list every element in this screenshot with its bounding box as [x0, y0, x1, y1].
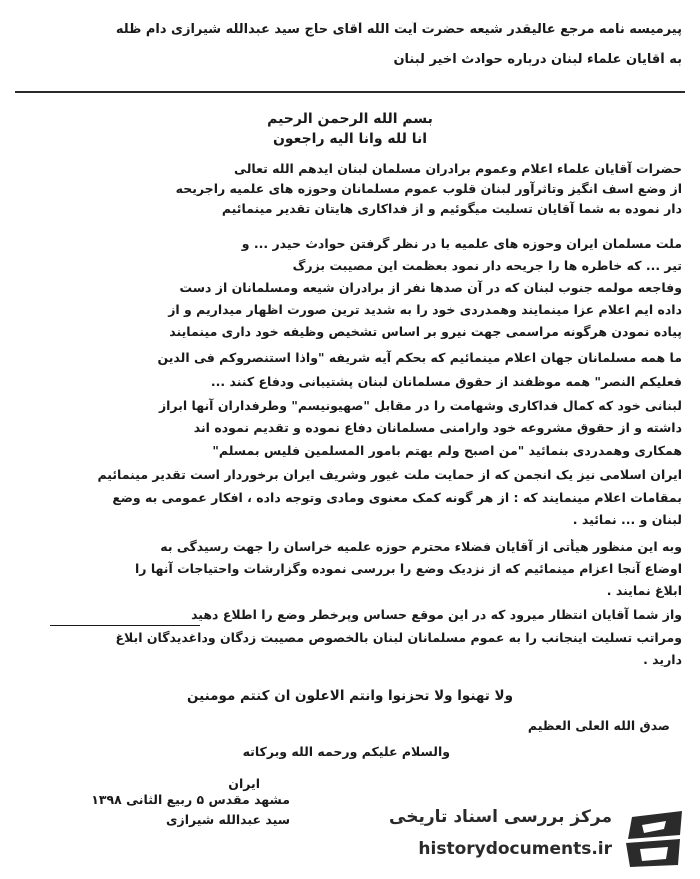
body-line: ابلاغ نمایند . [606, 583, 682, 598]
watermark-url: historydocuments.ir [418, 839, 612, 859]
body-line: بمقامات اعلام مینمایند که : از هر گونه کمک معنوی ومادی وتوجه داده ، افکار عمومی به وضع [112, 490, 682, 505]
body-line: دار نموده به شما آقایان تسلیت میگوئیم و از فداکاری هایتان تقدیر مینمائیم [221, 201, 682, 216]
body-line: فعلیکم النصر" همه موظفند از حقوق مسلمانان لبنان پشتیبانی ودفاع کنند ... [210, 374, 682, 389]
opening-verse: انا لله وانا الیه راجعون [272, 131, 428, 147]
body-line: واز شما آقایان انتظار میرود که در این موقع حساس وپرخطر وضع را اطلاع دهید [191, 607, 682, 622]
body-line: وبه این منظور هیأتی از آقایان فضلاء محترم حوزه علمیه خراسان را جهت رسیدگی به [160, 539, 682, 554]
body-line: لبنان و ... نمائید . [572, 512, 682, 527]
body-line: داده ایم اعلام عزا مینمایند وهمدردی خود را به شدید ترین صورت اظهار میداریم و از [168, 302, 682, 317]
closing-verse: ولا تهنوا ولا تحزنوا وانتم الاعلون ان کنتم مومنین [187, 688, 513, 704]
body-line: اوضاع آنجا اعزام مینمائیم که از نزدیک وضع را بررسی نموده وگزارشات واحتیاجات آنها را [135, 561, 682, 576]
watermark-title: مرکز بررسی اسناد تاریخی [389, 807, 612, 827]
archive-watermark [389, 803, 692, 871]
header-divider [15, 91, 685, 93]
body-line: ملت مسلمان ایران وحوزه های علمیه با در نظر گرفتن حوادث حیدر ... و [241, 236, 682, 251]
sadaqa-line: صدق الله العلی العظیم [527, 718, 670, 733]
body-line: از وضع اسف انگیز وتاثرآور لبنان قلوب عموم مسلمانان وحوزه های علمیه راجریحه [175, 181, 682, 196]
signature-name: سید عبدالله شیرازی [166, 812, 290, 827]
body-line: وفاجعه مولمه جنوب لبنان که در آن صدها نفر از برادران شیعه ومسلمانان از دست [179, 280, 682, 295]
body-line: تیر ... که خاطره ها را جریحه دار نمود بعظمت این مصیبت بزرگ [292, 258, 682, 273]
basmala: بسم الله الرحمن الرحیم [267, 111, 433, 127]
body-line: ایران اسلامی نیز یک انجمن که از حمایت ملت غیور وشریف ایران برخوردار است تقدیر مینمائیم [97, 467, 682, 482]
salam-line: والسلام علیکم ورحمه الله وبرکاته [242, 744, 450, 759]
archive-logo-icon [622, 805, 688, 869]
header-line-2: به آقایان علماء لبنان درباره حوادث اخیر لبنان [393, 52, 682, 67]
body-line: همکاری وهمدردی بنمائید "من اصبح ولم یهتم بامور المسلمین فلیس بمسلم" [212, 443, 682, 458]
body-line: دارید . [643, 652, 682, 667]
body-line: حضرات آقایان علماء اعلام وعموم برادران مسلمان لبنان ایدهم الله تعالی [234, 161, 682, 176]
signature-city: ایران [228, 776, 260, 791]
body-line: ومراتب تسلیت اینجانب را به عموم مسلمانان لبنان بالخصوص مصیبت زدگان وداغدیدگان ابلاغ [115, 630, 682, 645]
body-line: ما همه مسلمانان جهان اعلام مینمائیم که بحکم آیه شریفه "واذا استنصروکم فی الدین [157, 350, 682, 365]
body-line: لبنانی خود که کمال فداکاری وشهامت را در مقابل "صهیونیسم" وطرفداران آنها ابراز [158, 398, 682, 413]
handwritten-underline [50, 625, 200, 626]
body-line: داشته و از حقوق مشروعه خود وارامنی مسلمانان دفاع نموده و تقدیم نموده اند [193, 420, 682, 435]
body-line: پیاده نمودن هرگونه مراسمی جهت نیرو بر اساس تشخیص وظیفه خود داری مینمایند [169, 324, 682, 339]
header-line-1: پیرمیسه نامه مرجع عالیقدر شیعه حضرت آیت الله آقای حاج سید عبدالله شیرازی دام ظله [115, 22, 682, 37]
signature-date: مشهد مقدس ۵ ربیع الثانی ۱۳۹۸ [91, 792, 290, 807]
